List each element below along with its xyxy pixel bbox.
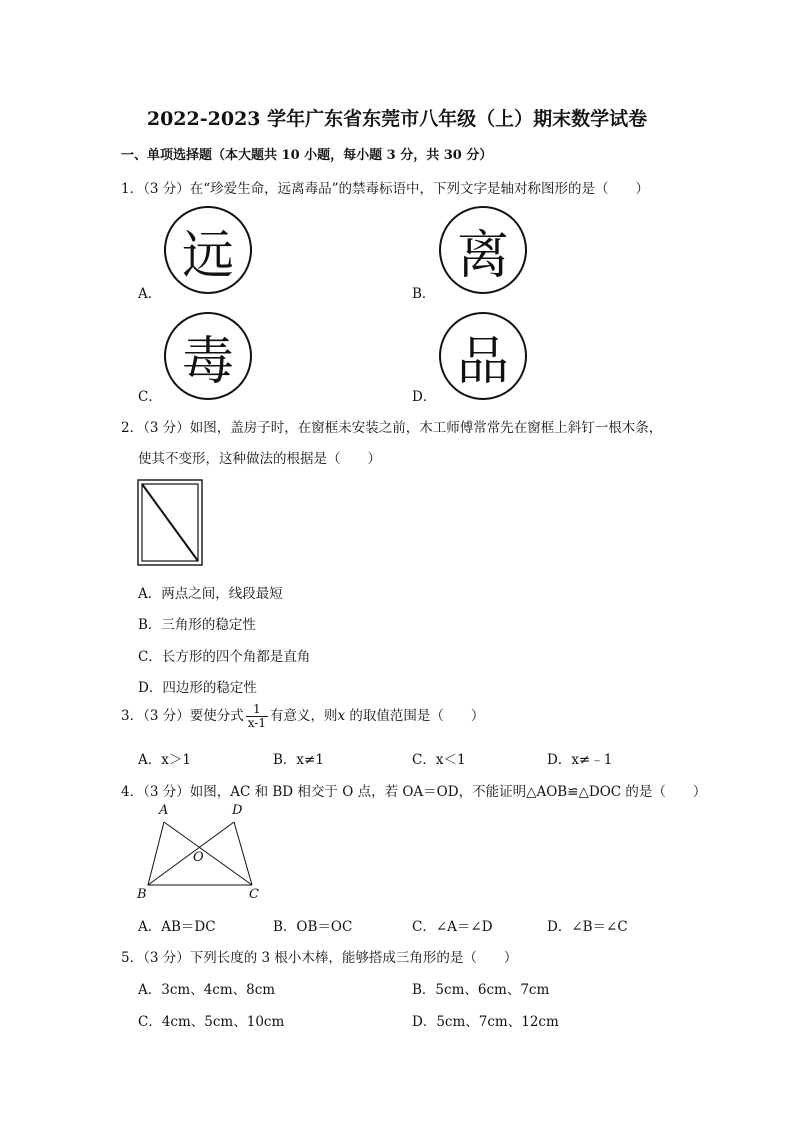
q5-option-d: D．5cm、7cm、12cm [412, 1014, 559, 1030]
q4-label-c: C [249, 887, 259, 902]
question-1-text: 1．（3 分）在“珍爱生命，远离毒品”的禁毒标语中，下列文字是轴对称图形的是（ ） [121, 181, 650, 197]
q4-option-b: B．OB＝OC [273, 919, 353, 935]
q4-label-a: A [159, 803, 169, 818]
q4-label-d: D [232, 803, 243, 818]
q2-option-d: D．四边形的稳定性 [138, 680, 257, 696]
q3-option-b: B．x≠1 [273, 752, 324, 768]
q3-variable: x [337, 708, 346, 724]
q1-option-a-char: 远 [164, 206, 252, 294]
q1-option-d-label: D． [412, 389, 437, 405]
q1-option-d-char: 品 [439, 312, 527, 400]
q4-option-a: A．AB＝DC [138, 919, 216, 935]
q3-mid: 有意义，则 [269, 708, 338, 724]
q2-option-a: A．两点之间，线段最短 [138, 586, 283, 602]
q4-option-d: D．∠B＝∠C [547, 919, 628, 935]
q2-option-c: C．长方形的四个角都是直角 [138, 649, 311, 665]
q3-option-a: A．x＞1 [138, 752, 191, 768]
q2-option-b: B．三角形的稳定性 [138, 617, 256, 633]
section-heading: 一、单项选择题（本大题共 10 小题，每小题 3 分，共 30 分） [121, 148, 493, 163]
question-2-line1: 2．（3 分）如图，盖房子时，在窗框未安装之前，木工师傅常常先在窗框上斜钉一根木条， [121, 420, 663, 436]
question-2-line2: 使其不变形，这种做法的根据是（ ） [138, 451, 381, 467]
q4-label-o: O [193, 850, 204, 865]
q3-fraction-denominator: x-1 [247, 716, 266, 730]
q1-option-b-label: B． [412, 286, 436, 302]
q1-option-c-label: C． [138, 389, 162, 405]
q4-option-c: C．∠A＝∠D [412, 919, 493, 935]
q3-option-d: D．x≠﹣1 [547, 752, 613, 768]
q1-option-a-label: A． [138, 286, 162, 302]
q5-option-b: B．5cm、6cm、7cm [412, 982, 550, 998]
q5-option-c: C．4cm、5cm、10cm [138, 1014, 285, 1030]
q1-option-c-char: 毒 [164, 312, 252, 400]
question-4-text: 4．（3 分）如图，AC 和 BD 相交于 O 点，若 OA＝OD，不能证明△AOB≌△DOC 的是（ ） [121, 784, 707, 800]
q4-label-b: B [137, 887, 147, 902]
q3-suffix: 的取值范围是（ ） [345, 708, 485, 724]
page-title: 2022-2023 学年广东省东莞市八年级（上）期末数学试卷 [146, 108, 648, 130]
q5-option-a: A．3cm、4cm、8cm [138, 982, 276, 998]
q3-option-c: C．x＜1 [412, 752, 466, 768]
q4-figure [134, 805, 264, 905]
q3-prefix: 3．（3 分）要使分式 [121, 708, 244, 724]
question-3-text [121, 702, 484, 730]
question-5-text: 5．（3 分）下列长度的 3 根小木棒，能够搭成三角形的是（ ） [121, 950, 518, 966]
q3-fraction [246, 703, 268, 730]
window-frame-figure [136, 478, 206, 568]
q3-fraction-numerator: 1 [246, 703, 268, 717]
q1-option-b-char: 离 [439, 206, 527, 294]
